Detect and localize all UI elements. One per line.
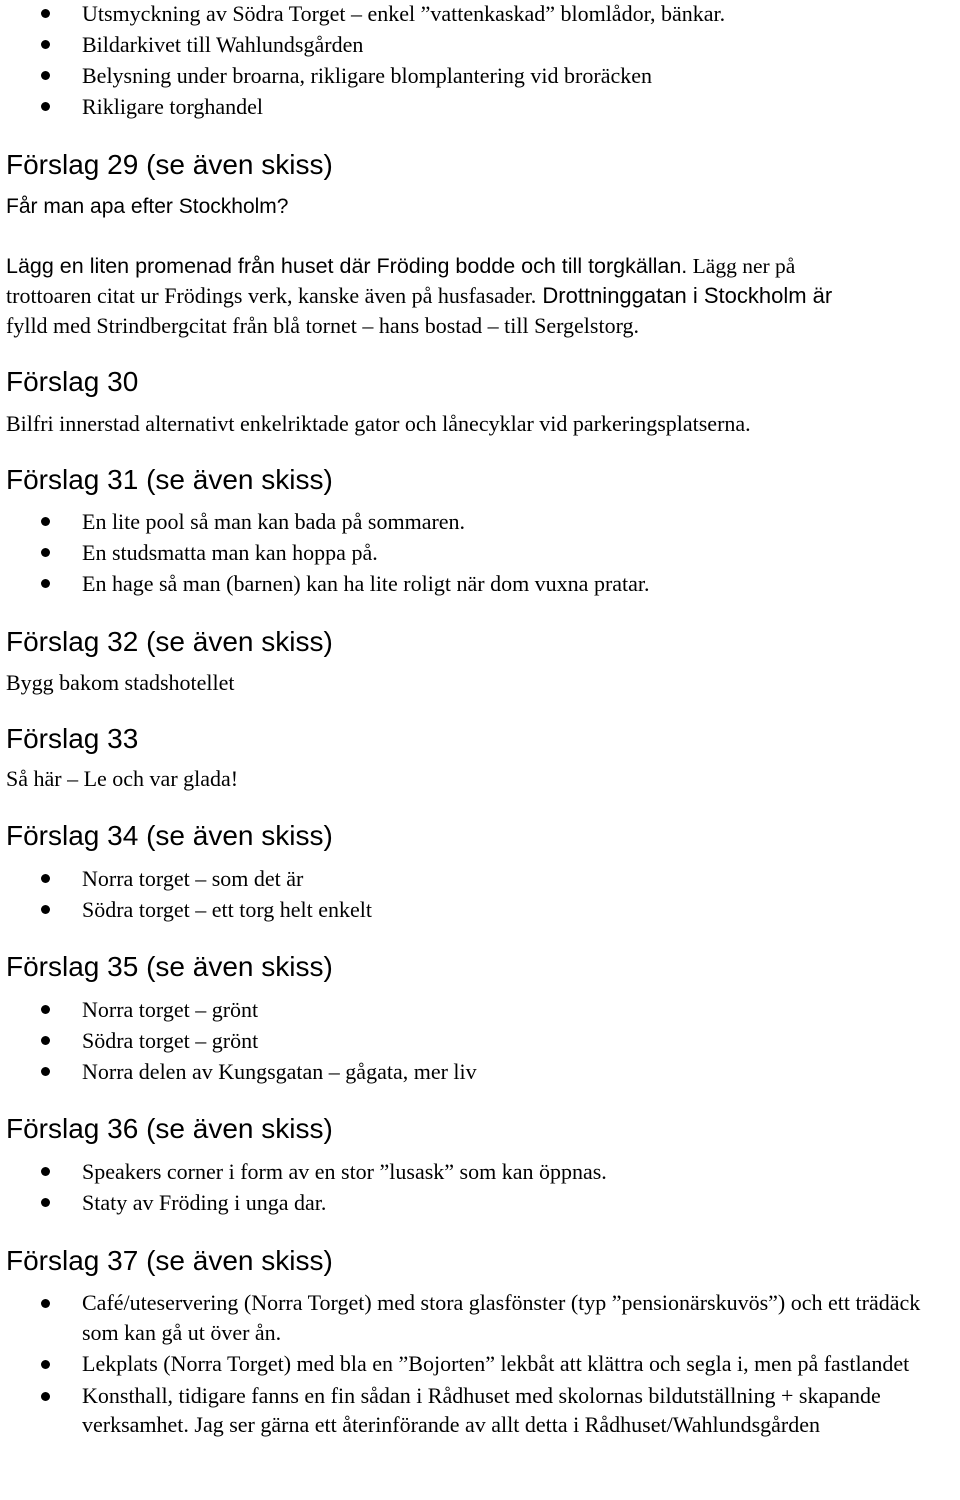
list-item: Norra torget – som det är: [6, 863, 372, 894]
bullet-icon: [41, 579, 50, 588]
bullet-icon: [41, 1299, 50, 1308]
list-item: Rikligare torghandel: [6, 91, 725, 122]
list-item: En hage så man (barnen) kan ha lite roligt när dom vuxna pratar.: [6, 568, 650, 599]
bullet-icon: [41, 1392, 50, 1401]
list-item: Konsthall, tidigare fanns en fin sådan i Rådhuset med skolornas bildutställning + skapande verksamhet. Jag ser gärna ett återinförande av allt detta i Rådhuset/Wahlundsgården: [6, 1381, 960, 1440]
bullet-icon: [41, 905, 50, 914]
bullet-icon: [41, 40, 50, 49]
bullet-icon: [41, 1360, 50, 1369]
bullet-icon: [41, 1198, 50, 1207]
section-heading-32: Förslag 32 (se även skiss): [6, 626, 333, 657]
bullet-icon: [41, 548, 50, 557]
bullet-icon: [41, 874, 50, 883]
bullet-icon: [41, 1067, 50, 1076]
bullet-icon: [41, 1005, 50, 1014]
section-heading-29: Förslag 29 (se även skiss): [6, 149, 333, 180]
bullet-list-31: [6, 506, 650, 599]
paragraph-line: trottoaren citat ur Frödings verk, kanske även på husfasader. Drottninggatan i Stockholm är: [6, 283, 833, 308]
bullet-list-35: [6, 994, 477, 1087]
section-heading-35: Förslag 35 (se även skiss): [6, 951, 333, 982]
bullet-icon: [41, 1036, 50, 1045]
list-item: Utsmyckning av Södra Torget – enkel ”vattenkaskad” blomlådor, bänkar.: [6, 0, 725, 29]
list-item: Norra delen av Kungsgatan – gågata, mer liv: [6, 1056, 477, 1087]
bullet-icon: [41, 9, 50, 18]
bullet-list-37: [6, 1288, 960, 1440]
list-item: Lekplats (Norra Torget) med bla en ”Bojorten” lekbåt att klättra och segla i, men på fastlandet: [6, 1349, 960, 1379]
section-heading-30: Förslag 30: [6, 366, 139, 397]
list-item: Café/uteservering (Norra Torget) med stora glasfönster (typ ”pensionärskuvös”) och ett trädäck som kan gå ut över ån.: [6, 1288, 960, 1347]
bullet-icon: [41, 71, 50, 80]
list-item: Södra torget – ett torg helt enkelt: [6, 894, 372, 925]
paragraph-text: Bilfri innerstad alternativt enkelriktade gator och lånecyklar vid parkeringsplatserna.: [6, 411, 751, 436]
section-heading-34: Förslag 34 (se även skiss): [6, 820, 333, 851]
paragraph-text: Bygg bakom stadshotellet: [6, 670, 235, 695]
list-item: Staty av Fröding i unga dar.: [6, 1187, 607, 1218]
paragraph-text: Så här – Le och var glada!: [6, 766, 239, 791]
list-item: Norra torget – grönt: [6, 994, 477, 1025]
section-heading-33: Förslag 33: [6, 723, 139, 754]
bullet-list-34: [6, 863, 372, 925]
list-item: Bildarkivet till Wahlundsgården: [6, 29, 725, 60]
list-item: Belysning under broarna, rikligare blomplantering vid broräcken: [6, 60, 725, 91]
section-heading-37: Förslag 37 (se även skiss): [6, 1245, 333, 1276]
bullet-icon: [41, 517, 50, 526]
bullet-icon: [41, 102, 50, 111]
list-item: Speakers corner i form av en stor ”lusask” som kan öppnas.: [6, 1156, 607, 1187]
section-heading-31: Förslag 31 (se även skiss): [6, 464, 333, 495]
list-item: En lite pool så man kan bada på sommaren.: [6, 506, 650, 537]
section-heading-36: Förslag 36 (se även skiss): [6, 1113, 333, 1144]
list-item: Södra torget – grönt: [6, 1025, 477, 1056]
paragraph-line: Lägg en liten promenad från huset där Fröding bodde och till torgkällan. Lägg ner på: [6, 254, 796, 278]
bullet-icon: [41, 1167, 50, 1176]
list-item: En studsmatta man kan hoppa på.: [6, 537, 650, 568]
question-text: Får man apa efter Stockholm?: [6, 195, 289, 218]
top-bullet-list: [6, 0, 725, 122]
paragraph-line: fylld med Strindbergcitat från blå tornet – hans bostad – till Sergelstorg.: [6, 313, 640, 338]
bullet-list-36: [6, 1156, 607, 1218]
